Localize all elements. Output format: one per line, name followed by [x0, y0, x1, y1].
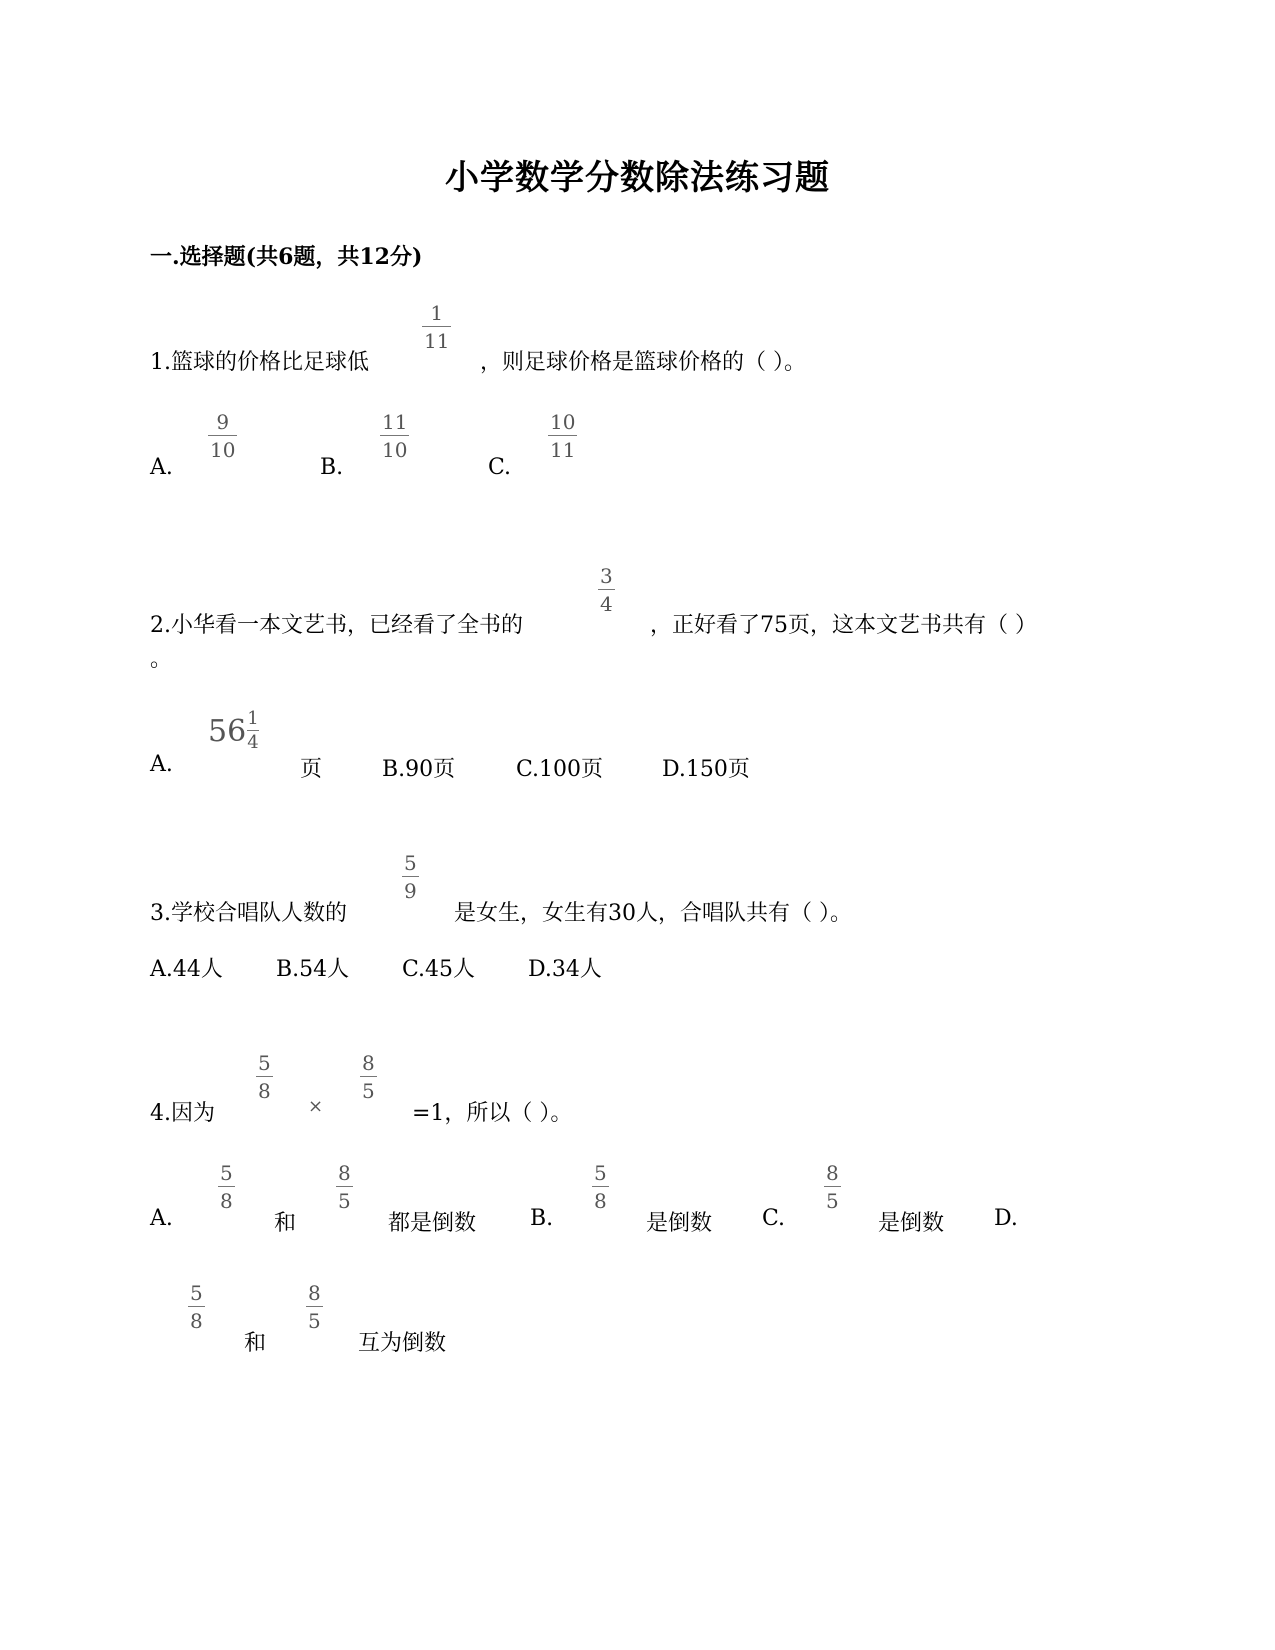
q3-option-d: D.34人 — [528, 957, 602, 982]
fraction-bar — [336, 1186, 353, 1187]
q4-frac2-den: 5 — [362, 1079, 375, 1103]
section-heading: 一.选择题(共6题，共12分) — [150, 244, 423, 270]
q1-option-c-den: 11 — [550, 438, 576, 462]
q1-option-c-num: 10 — [550, 410, 576, 434]
q4-option-d-and: 和 — [244, 1331, 267, 1356]
q4-option-a-tail: 都是倒数 — [388, 1211, 477, 1236]
q4-option-b-fraction — [592, 1163, 609, 1211]
q1-option-b-num: 11 — [382, 410, 408, 434]
times-symbol: × — [308, 1096, 324, 1117]
q4-option-a-f1-num: 5 — [220, 1161, 233, 1185]
q4-option-a-fraction-2 — [336, 1163, 353, 1211]
q4-option-a-f1-den: 8 — [220, 1189, 233, 1213]
q2-option-d: D.150页 — [662, 757, 750, 782]
page-title: 小学数学分数除法练习题 — [445, 158, 830, 198]
q4-option-a-f2-num: 8 — [338, 1161, 351, 1185]
q1-option-c-fraction — [548, 412, 577, 460]
q4-option-a-fraction-1 — [218, 1163, 235, 1211]
q3-frac-num: 5 — [404, 851, 417, 875]
q2-option-a-fraction — [247, 710, 258, 752]
q4-option-b-tail: 是倒数 — [646, 1211, 713, 1236]
q2-fraction — [598, 566, 615, 614]
q3-option-b: B.54人 — [276, 957, 350, 982]
q1-fraction — [422, 303, 451, 351]
q2-option-a-mixed-number — [208, 710, 259, 752]
q1-option-b-fraction — [380, 412, 409, 460]
q2-text-after: ，正好看了75页，这本文艺书共有（ ） — [650, 613, 1037, 638]
q3-frac-den: 9 — [404, 879, 417, 903]
fraction-bar — [188, 1306, 205, 1307]
q1-option-b-den: 10 — [382, 438, 408, 462]
fraction-bar — [247, 730, 258, 731]
q4-option-c-label: C. — [762, 1206, 786, 1231]
q2-option-a-num: 1 — [247, 708, 259, 729]
q3-option-c: C.45人 — [402, 957, 476, 982]
q2-text-wrap: 。 — [150, 647, 173, 672]
q2-option-a-unit: 页 — [300, 757, 323, 782]
q1-option-c-label: C. — [488, 455, 512, 480]
q4-option-d-f2-num: 8 — [308, 1281, 321, 1305]
q4-option-a-label: A. — [150, 1206, 173, 1231]
q4-option-d-label: D. — [994, 1206, 1018, 1231]
q4-option-b-num: 5 — [594, 1161, 607, 1185]
q1-option-a-den: 10 — [210, 438, 236, 462]
q4-option-c-fraction — [824, 1163, 841, 1211]
q1-option-a-label: A. — [150, 455, 173, 480]
q4-frac1-num: 5 — [258, 1051, 271, 1075]
q4-fraction-2 — [360, 1053, 377, 1101]
q4-option-c-num: 8 — [826, 1161, 839, 1185]
q2-option-c: C.100页 — [516, 757, 604, 782]
q2-option-a-whole: 56 — [208, 713, 247, 749]
q4-option-c-tail: 是倒数 — [878, 1211, 945, 1236]
q2-text-before: 2.小华看一本文艺书，已经看了全书的 — [150, 613, 523, 638]
q1-option-a-num: 9 — [216, 410, 230, 434]
fraction-bar — [402, 876, 419, 877]
fraction-bar — [598, 589, 615, 590]
q4-fraction-1 — [256, 1053, 273, 1101]
q4-text-after: =1，所以（ ）。 — [412, 1101, 573, 1126]
fraction-bar — [592, 1186, 609, 1187]
q4-option-d-f1-den: 8 — [190, 1309, 203, 1333]
q4-frac2-num: 8 — [362, 1051, 375, 1075]
q2-frac-den: 4 — [600, 592, 613, 616]
fraction-bar — [548, 435, 577, 436]
q1-frac-den: 11 — [424, 329, 450, 353]
q4-frac1-den: 8 — [258, 1079, 271, 1103]
fraction-bar — [380, 435, 409, 436]
q4-option-a-and: 和 — [274, 1211, 297, 1236]
q1-text-before: 1.篮球的价格比足球低 — [150, 350, 369, 375]
q1-option-a-fraction — [208, 412, 237, 460]
q4-option-a-f2-den: 5 — [338, 1189, 351, 1213]
q4-option-d-fraction-2 — [306, 1283, 323, 1331]
q1-text-after: ，则足球价格是篮球价格的（ ）。 — [480, 350, 806, 375]
q4-option-d-f1-num: 5 — [190, 1281, 203, 1305]
q4-option-d-tail: 互为倒数 — [358, 1331, 447, 1356]
fraction-bar — [422, 326, 451, 327]
q3-fraction — [402, 853, 419, 901]
q3-option-a: A.44人 — [150, 957, 223, 982]
q4-option-b-label: B. — [530, 1206, 554, 1231]
q4-option-b-den: 8 — [594, 1189, 607, 1213]
fraction-bar — [306, 1306, 323, 1307]
fraction-bar — [208, 435, 237, 436]
q2-option-a-label: A. — [150, 752, 173, 777]
q4-option-c-den: 5 — [826, 1189, 839, 1213]
q3-text-before: 3.学校合唱队人数的 — [150, 901, 347, 926]
q2-option-a-den: 4 — [247, 732, 259, 753]
q4-option-d-f2-den: 5 — [308, 1309, 321, 1333]
q1-option-b-label: B. — [320, 455, 344, 480]
q4-text-before: 4.因为 — [150, 1101, 215, 1126]
q4-option-d-fraction-1 — [188, 1283, 205, 1331]
fraction-bar — [360, 1076, 377, 1077]
q3-text-after: 是女生，女生有30人，合唱队共有（ ）。 — [454, 901, 852, 926]
fraction-bar — [218, 1186, 235, 1187]
fraction-bar — [824, 1186, 841, 1187]
fraction-bar — [256, 1076, 273, 1077]
q2-frac-num: 3 — [600, 564, 613, 588]
q1-frac-num: 1 — [430, 301, 444, 325]
q2-option-b: B.90页 — [382, 757, 456, 782]
